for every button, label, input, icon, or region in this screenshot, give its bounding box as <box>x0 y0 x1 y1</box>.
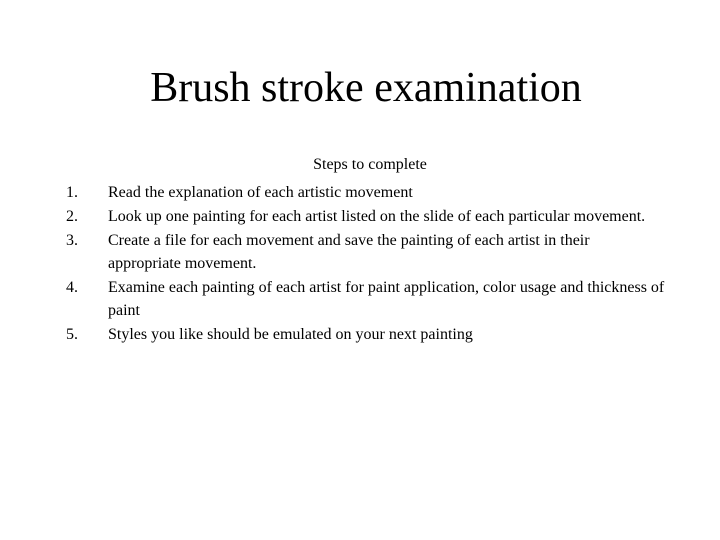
step-item <box>66 205 666 228</box>
step-text: Read the explanation of each artistic movement <box>108 184 413 201</box>
step-number: 5. <box>66 326 78 343</box>
step-text: Styles you like should be emulated on your next painting <box>108 326 473 343</box>
step-text: Create a file for each movement and save the painting of each artist in their appropriate movement. <box>108 232 590 272</box>
step-item <box>66 229 666 275</box>
step-item <box>66 323 666 346</box>
step-text: Look up one painting for each artist listed on the slide of each particular movement. <box>108 208 646 225</box>
step-text: Examine each painting of each artist for paint application, color usage and thickness of paint <box>108 279 665 319</box>
step-number: 3. <box>66 232 78 249</box>
steps-heading: Steps to complete <box>313 156 427 173</box>
step-item <box>66 276 666 322</box>
step-number: 4. <box>66 279 78 296</box>
step-item <box>66 181 666 204</box>
step-number: 1. <box>66 184 78 201</box>
steps-list <box>66 181 666 347</box>
slide-title: Brush stroke examination <box>150 65 582 111</box>
step-number: 2. <box>66 208 78 225</box>
